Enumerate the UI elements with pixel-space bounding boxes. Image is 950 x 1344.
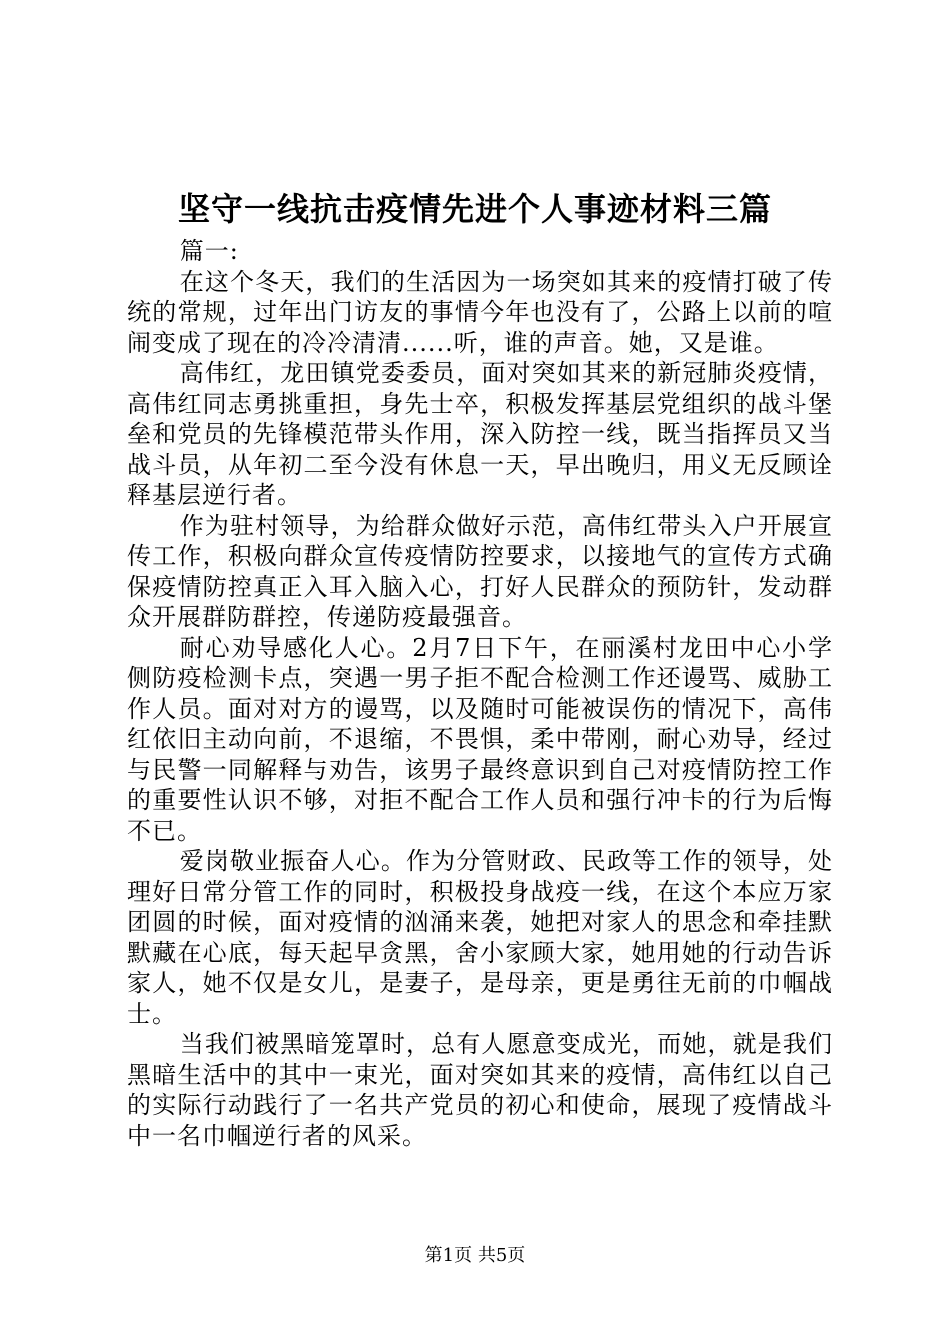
paragraph-3: 作为驻村领导，为给群众做好示范，高伟红带头入户开展宣传工作，积极向群众宣传疫情防控要求，以接地气的宣传方式确保疫情防控真正入耳入脑入心，打好人民群众的预防针，发动群众开展群防群控，传递防疫最强音。 xyxy=(127,511,833,631)
document-body xyxy=(127,236,833,1151)
paragraph-5: 爱岗敬业振奋人心。作为分管财政、民政等工作的领导，处理好日常分管工作的同时，积极投身战疫一线，在这个本应万家团圆的时候，面对疫情的汹涌来袭，她把对家人的思念和牵挂默默藏在心底，每天起早贪黑，舍小家顾大家，她用她的行动告诉家人，她不仅是女儿，是妻子，是母亲，更是勇往无前的巾帼战士。 xyxy=(127,847,833,1028)
paragraph-1: 在这个冬天，我们的生活因为一场突如其来的疫情打破了传统的常规，过年出门访友的事情今年也没有了，公路上以前的喧闹变成了现在的冷冷清清......听，谁的声音。她，又是谁。 xyxy=(127,267,833,357)
section-label: 篇一: xyxy=(179,237,239,265)
page-footer: 第1页 共5页 xyxy=(424,1245,526,1266)
paragraph-4: 耐心劝导感化人心。2月7日下午，在丽溪村龙田中心小学侧防疫检测卡点，突遇一男子拒不配合检测工作还谩骂、威胁工作人员。面对对方的谩骂，以及随时可能被误伤的情况下，高伟红依旧主动向前，不退缩，不畏惧，柔中带刚，耐心劝导，经过与民警一同解释与劝告，该男子最终意识到自己对疫情防控工作的重要性认识不够，对拒不配合工作人员和强行冲卡的行为后悔不已。 xyxy=(127,633,833,845)
paragraph-2: 高伟红，龙田镇党委委员，面对突如其来的新冠肺炎疫情，高伟红同志勇挑重担，身先士卒，积极发挥基层党组织的战斗堡垒和党员的先锋模范带头作用，深入防控一线，既当指挥员又当战斗员，从年初二至今没有休息一天，早出晚归，用义无反顾诠释基层逆行者。 xyxy=(127,359,833,509)
paragraph-6: 当我们被黑暗笼罩时，总有人愿意变成光，而她，就是我们黑暗生活中的其中一束光，面对突如其来的疫情，高伟红以自己的实际行动践行了一名共产党员的初心和使命，展现了疫情战斗中一名巾帼逆行者的风采。 xyxy=(127,1030,833,1150)
document-title: 坚守一线抗击疫情先进个人事迹材料三篇 xyxy=(177,190,772,228)
